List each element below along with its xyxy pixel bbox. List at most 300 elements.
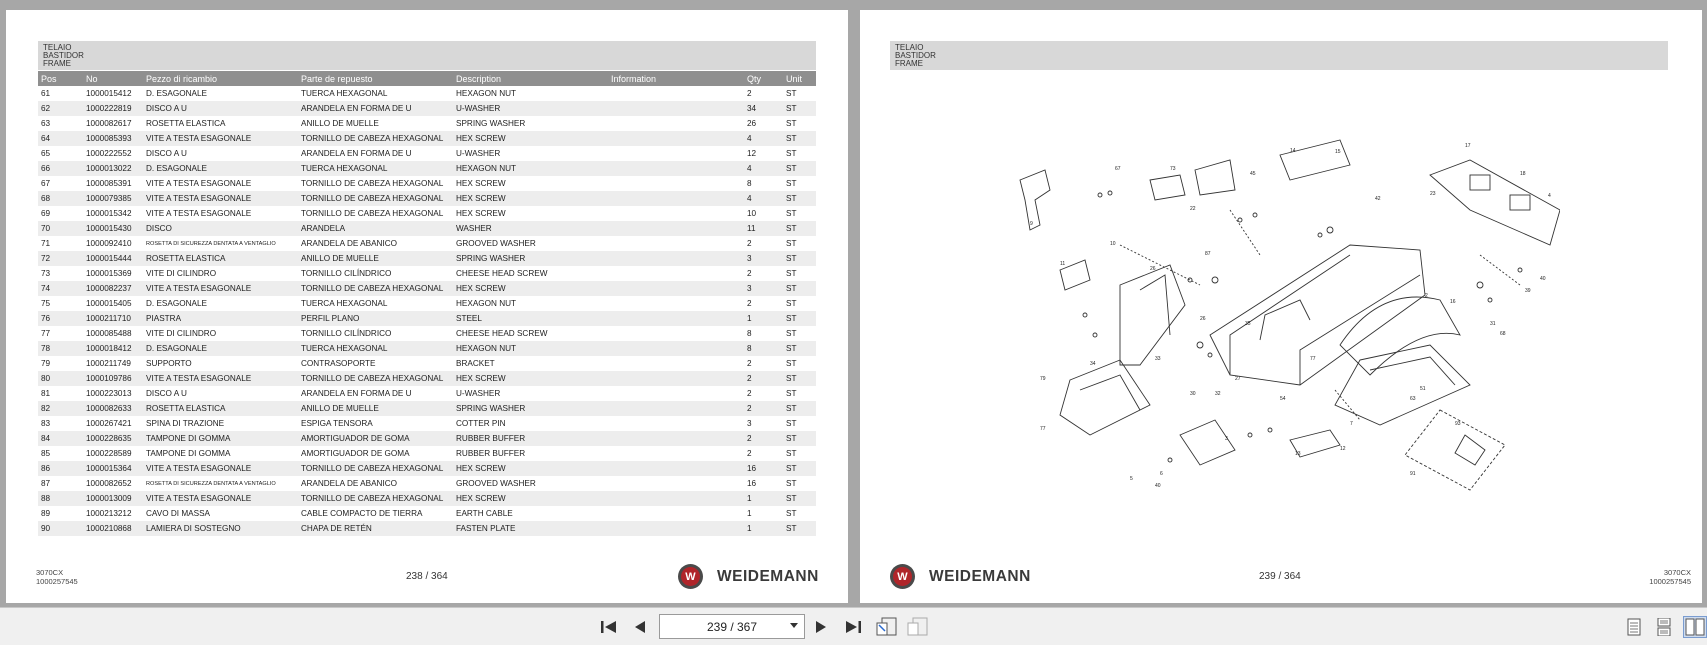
cell-information: [608, 206, 744, 221]
cell-pezzo: LAMIERA DI SOSTEGNO: [143, 521, 298, 536]
cell-parte: PERFIL PLANO: [298, 311, 453, 326]
cell-description: HEX SCREW: [453, 491, 608, 506]
previous-page-icon[interactable]: [629, 616, 651, 638]
cell-qty: 10: [747, 209, 757, 218]
cell-pos: 76: [38, 311, 83, 326]
cell-information: [608, 416, 744, 431]
cell-description: HEX SCREW: [456, 179, 506, 188]
model-code: 3070CX: [1663, 568, 1691, 577]
cell-parte: TORNILLO DE CABEZA HEXAGONAL: [298, 191, 453, 206]
cell-pos: 72: [38, 251, 83, 266]
svg-text:22: 22: [1190, 206, 1196, 212]
cell-description: CHEESE HEAD SCREW: [456, 269, 548, 278]
cell-description: U-WASHER: [456, 389, 501, 398]
cell-parte: ARANDELA: [298, 221, 453, 236]
cell-parte: ARANDELA DE ABANICO: [301, 239, 398, 248]
cell-pos: 78: [38, 341, 83, 356]
svg-text:93: 93: [1455, 421, 1461, 427]
cell-unit: ST: [786, 179, 797, 188]
col-pezzo: Pezzo di ricambio: [143, 71, 298, 86]
cell-no: 1000015405: [86, 299, 132, 308]
cell-pos: 90: [38, 521, 83, 536]
cell-pezzo: ROSETTA DI SICUREZZA DENTATA A VENTAGLIO: [146, 480, 276, 487]
svg-text:87: 87: [1205, 251, 1211, 257]
cell-information: [608, 461, 744, 476]
cell-parte: TORNILLO DE CABEZA HEXAGONAL: [298, 131, 453, 146]
cell-parte: ARANDELA EN FORMA DE U: [301, 389, 412, 398]
svg-text:32: 32: [1215, 391, 1221, 397]
continuous-view-icon[interactable]: [1653, 616, 1675, 638]
svg-text:67: 67: [1115, 166, 1121, 172]
cell-pos: 89: [41, 509, 51, 518]
table-row: [38, 431, 816, 446]
svg-text:17: 17: [1465, 143, 1471, 149]
cell-unit: ST: [783, 431, 816, 446]
left-page: [6, 10, 848, 603]
cell-unit: ST: [786, 509, 797, 518]
header-line-es: BASTIDOR: [895, 51, 936, 60]
cell-pos: 79: [41, 359, 51, 368]
cell-qty: 4: [744, 191, 783, 206]
cell-description: EARTH CABLE: [456, 509, 513, 518]
doc-number: 1000257545: [36, 577, 78, 586]
cell-pezzo: DISCO A U: [143, 101, 298, 116]
cell-parte: TORNILLO DE CABEZA HEXAGONAL: [298, 491, 453, 506]
cell-qty: 2: [747, 239, 752, 248]
cell-unit: ST: [783, 281, 816, 296]
svg-text:12: 12: [1340, 446, 1346, 452]
cell-information: [608, 341, 744, 356]
last-page-icon[interactable]: [842, 616, 864, 638]
svg-text:77: 77: [1310, 356, 1316, 362]
cell-pezzo: TAMPONE DI GOMMA: [146, 449, 231, 458]
cell-description: GROOVED WASHER: [456, 479, 536, 488]
cell-qty: 8: [744, 341, 783, 356]
cell-pezzo: VITE A TESTA ESAGONALE: [143, 371, 298, 386]
table-row: [38, 251, 816, 266]
cell-parte: TORNILLO DE CABEZA HEXAGONAL: [301, 179, 444, 188]
cell-qty: 2: [747, 269, 752, 278]
col-no: No: [83, 71, 143, 86]
cell-qty: 12: [747, 149, 757, 158]
cell-no: 1000013009: [83, 491, 143, 506]
svg-text:26: 26: [1200, 316, 1206, 322]
cell-pos: 66: [38, 161, 83, 176]
cell-information: [608, 191, 744, 206]
header-line-it: TELAIO: [43, 43, 72, 52]
cell-unit: ST: [783, 191, 816, 206]
svg-text:26: 26: [1150, 266, 1156, 272]
cell-unit: ST: [786, 449, 797, 458]
cell-unit: ST: [783, 221, 816, 236]
svg-text:3: 3: [1225, 436, 1228, 442]
cell-unit: ST: [786, 329, 797, 338]
svg-text:31: 31: [1490, 321, 1496, 327]
cell-description: SPRING WASHER: [453, 401, 608, 416]
table-row: [38, 461, 816, 476]
cell-pos: 86: [38, 461, 83, 476]
cell-pos: 62: [38, 101, 83, 116]
svg-text:63: 63: [1410, 396, 1416, 402]
cell-pos: 70: [38, 221, 83, 236]
cell-information: [608, 221, 744, 236]
cell-description: STEEL: [453, 311, 608, 326]
table-row: [38, 281, 816, 296]
cell-pos: 87: [41, 479, 51, 488]
brand-name: WEIDEMANN: [929, 567, 1031, 585]
cell-no: 1000228589: [86, 449, 132, 458]
cell-no: 1000222819: [83, 101, 143, 116]
right-page: [860, 10, 1702, 603]
table-row: [38, 131, 816, 146]
cell-pezzo: D. ESAGONALE: [146, 299, 207, 308]
cell-description: HEX SCREW: [453, 461, 608, 476]
cell-no: 1000082633: [83, 401, 143, 416]
cell-qty: 4: [744, 161, 783, 176]
cell-description: BRACKET: [456, 359, 495, 368]
svg-text:91: 91: [1410, 471, 1416, 477]
cell-unit: ST: [783, 461, 816, 476]
cell-parte: TORNILLO CILÍNDRICO: [301, 329, 392, 338]
cell-qty: 3: [747, 419, 752, 428]
cell-pos: 81: [41, 389, 51, 398]
cell-unit: ST: [786, 299, 797, 308]
brand-logo-right: [890, 564, 1031, 589]
cell-description: HEX SCREW: [453, 371, 608, 386]
page-number-input[interactable]: [659, 614, 805, 639]
cell-qty: 1: [744, 521, 783, 536]
cell-information: [608, 356, 744, 371]
cell-no: 1000228635: [83, 431, 143, 446]
table-row: [38, 176, 816, 191]
cell-parte: CONTRASOPORTE: [301, 359, 376, 368]
cell-pezzo: PIASTRA: [143, 311, 298, 326]
page-indicator-text: 239 / 367: [706, 619, 758, 634]
cell-pezzo: D. ESAGONALE: [143, 161, 298, 176]
weidemann-logo-icon: W: [678, 564, 703, 589]
cell-qty: 2: [747, 389, 752, 398]
cell-no: 1000267421: [86, 419, 132, 428]
page-number-left: 238 / 364: [406, 571, 448, 582]
cell-description: RUBBER BUFFER: [456, 449, 526, 458]
cell-pos: 64: [38, 131, 83, 146]
cell-unit: ST: [786, 239, 797, 248]
cell-pezzo: VITE A TESTA ESAGONALE: [143, 281, 298, 296]
cell-information: [608, 266, 744, 281]
table-row: [38, 236, 816, 251]
cell-unit: ST: [786, 389, 797, 398]
cell-unit: ST: [786, 419, 797, 428]
cell-no: 1000018412: [83, 341, 143, 356]
table-row: [38, 521, 816, 536]
cell-qty: 2: [747, 299, 752, 308]
cell-qty: 16: [744, 461, 783, 476]
svg-text:42: 42: [1375, 196, 1381, 202]
model-code: 3070CX: [36, 568, 64, 577]
svg-text:30: 30: [1190, 391, 1196, 397]
cell-pos: 77: [41, 329, 51, 338]
section-header: [38, 41, 816, 70]
cell-parte: TUERCA HEXAGONAL: [301, 299, 388, 308]
cell-description: WASHER: [453, 221, 608, 236]
cell-qty: 4: [744, 131, 783, 146]
cell-no: 1000015412: [86, 89, 132, 98]
cell-qty: 1: [744, 491, 783, 506]
cell-pezzo: SPINA DI TRAZIONE: [146, 419, 225, 428]
cell-information: [608, 401, 744, 416]
cell-pezzo: D. ESAGONALE: [143, 341, 298, 356]
svg-text:77: 77: [1040, 426, 1046, 432]
doc-number: 1000257545: [1649, 577, 1691, 586]
fit-width-icon[interactable]: [907, 616, 929, 638]
cell-information: [608, 446, 744, 461]
cell-no: 1000015364: [83, 461, 143, 476]
cell-pos: 73: [41, 269, 51, 278]
cell-pos: 65: [41, 149, 51, 158]
cell-description: GROOVED WASHER: [456, 239, 536, 248]
svg-text:27: 27: [1235, 376, 1241, 382]
cell-no: 1000015369: [86, 269, 132, 278]
table-row: [38, 266, 816, 281]
cell-no: 1000082617: [86, 119, 132, 128]
table-row: [38, 101, 816, 116]
cell-qty: 16: [747, 479, 757, 488]
cell-pezzo: VITE A TESTA ESAGONALE: [143, 491, 298, 506]
cell-no: 1000211749: [86, 359, 131, 368]
cell-no: 1000109786: [83, 371, 143, 386]
cell-parte: ARANDELA EN FORMA DE U: [301, 149, 412, 158]
cell-pos: 75: [41, 299, 51, 308]
svg-text:54: 54: [1280, 396, 1286, 402]
svg-text:9: 9: [1030, 221, 1033, 227]
svg-text:2: 2: [1425, 293, 1428, 299]
cell-unit: ST: [786, 269, 797, 278]
table-header-row: [38, 71, 816, 86]
cell-information: [608, 86, 744, 101]
cell-parte: ANILLO DE MUELLE: [298, 401, 453, 416]
cell-description: HEX SCREW: [453, 281, 608, 296]
svg-text:4: 4: [1548, 193, 1551, 199]
footer-model-info-right: [1649, 568, 1691, 586]
cell-unit: ST: [783, 161, 816, 176]
svg-text:14: 14: [1290, 148, 1296, 154]
cell-qty: 3: [744, 281, 783, 296]
cell-no: 1000082652: [86, 479, 132, 488]
table-row: [38, 296, 816, 311]
table-row: [38, 371, 816, 386]
fit-page-icon[interactable]: [876, 616, 898, 638]
next-page-icon[interactable]: [810, 616, 832, 638]
cell-parte: TORNILLO CILÍNDRICO: [301, 269, 392, 278]
footer-model-info: [36, 568, 78, 586]
table-row: [38, 341, 816, 356]
cell-no: 1000015444: [83, 251, 143, 266]
cell-description: SPRING WASHER: [456, 119, 526, 128]
cell-description: HEXAGON NUT: [453, 341, 608, 356]
cell-parte: AMORTIGUADOR DE GOMA: [298, 431, 453, 446]
cell-information: [608, 506, 744, 521]
cell-description: U-WASHER: [453, 101, 608, 116]
cell-qty: 3: [744, 251, 783, 266]
cell-parte: ANILLO DE MUELLE: [301, 119, 379, 128]
cell-unit: ST: [786, 209, 797, 218]
svg-text:51: 51: [1420, 386, 1426, 392]
cell-information: [608, 236, 744, 251]
cell-pezzo: ROSETTA ELASTICA: [143, 401, 298, 416]
cell-unit: ST: [783, 341, 816, 356]
cell-parte: TUERCA HEXAGONAL: [298, 341, 453, 356]
cell-unit: ST: [786, 89, 797, 98]
cell-information: [608, 281, 744, 296]
svg-text:40: 40: [1540, 276, 1546, 282]
cell-description: CHEESE HEAD SCREW: [456, 329, 548, 338]
cell-information: [608, 491, 744, 506]
cell-no: 1000015430: [83, 221, 143, 236]
table-row: [38, 206, 816, 221]
cell-no: 1000085391: [86, 179, 132, 188]
cell-qty: 11: [744, 221, 783, 236]
cell-unit: ST: [786, 149, 797, 158]
cell-information: [608, 146, 744, 161]
cell-qty: 26: [747, 119, 757, 128]
svg-text:68: 68: [1500, 331, 1506, 337]
table-row: [38, 311, 816, 326]
cell-parte: TUERCA HEXAGONAL: [301, 89, 388, 98]
table-row: [38, 221, 816, 236]
cell-qty: 2: [747, 449, 752, 458]
svg-text:5: 5: [1130, 476, 1133, 482]
cell-pezzo: VITE A TESTA ESAGONALE: [146, 209, 252, 218]
cell-qty: 2: [747, 89, 752, 98]
cell-information: [608, 296, 744, 311]
cell-unit: ST: [786, 359, 797, 368]
table-row: [38, 356, 816, 371]
cell-information: [608, 371, 744, 386]
cell-pezzo: ROSETTA ELASTICA: [146, 119, 226, 128]
cell-no: 1000223013: [86, 389, 132, 398]
cell-description: SPRING WASHER: [453, 251, 608, 266]
table-row: [38, 146, 816, 161]
svg-text:18: 18: [1520, 171, 1526, 177]
svg-text:40: 40: [1155, 483, 1161, 489]
cell-qty: 1: [747, 509, 752, 518]
cell-parte: TUERCA HEXAGONAL: [298, 161, 453, 176]
cell-description: HEXAGON NUT: [456, 299, 517, 308]
cell-information: [608, 386, 744, 401]
table-row: [38, 491, 816, 506]
cell-pezzo: SUPPORTO: [146, 359, 192, 368]
single-page-view-icon[interactable]: [1623, 616, 1645, 638]
cell-pos: 80: [38, 371, 83, 386]
cell-parte: ANILLO DE MUELLE: [298, 251, 453, 266]
table-row: [38, 386, 816, 401]
svg-text:16: 16: [1450, 299, 1456, 305]
cell-parte: ARANDELA EN FORMA DE U: [298, 101, 453, 116]
cell-qty: 8: [747, 329, 752, 338]
cell-description: HEXAGON NUT: [453, 161, 608, 176]
cell-no: 1000013022: [83, 161, 143, 176]
cell-qty: 2: [747, 359, 752, 368]
svg-text:10: 10: [1110, 241, 1116, 247]
table-row: [38, 506, 816, 521]
svg-text:35: 35: [1245, 321, 1251, 327]
cell-description: HEX SCREW: [453, 131, 608, 146]
svg-text:6: 6: [1160, 471, 1163, 477]
cell-unit: ST: [783, 251, 816, 266]
cell-description: COTTER PIN: [456, 419, 506, 428]
cell-pezzo: DISCO A U: [146, 149, 187, 158]
cell-pezzo: TAMPONE DI GOMMA: [143, 431, 298, 446]
cell-pos: 82: [38, 401, 83, 416]
header-line-en: FRAME: [895, 59, 923, 68]
cell-parte: AMORTIGUADOR DE GOMA: [301, 449, 410, 458]
table-row: [38, 86, 816, 101]
cell-pezzo: VITE A TESTA ESAGONALE: [146, 179, 252, 188]
table-row: [38, 401, 816, 416]
cell-parte: ARANDELA DE ABANICO: [301, 479, 398, 488]
cell-information: [608, 476, 744, 491]
cell-parte: TORNILLO DE CABEZA HEXAGONAL: [298, 461, 453, 476]
header-line-en: FRAME: [43, 59, 71, 68]
two-page-view-icon[interactable]: [1683, 616, 1707, 638]
svg-text:11: 11: [1060, 261, 1066, 267]
cell-no: 1000085488: [86, 329, 132, 338]
cell-unit: ST: [783, 311, 816, 326]
cell-description: HEX SCREW: [453, 191, 608, 206]
svg-text:39: 39: [1525, 288, 1531, 294]
cell-pos: 74: [38, 281, 83, 296]
parts-table: [38, 71, 816, 536]
cell-unit: ST: [783, 521, 816, 536]
svg-text:33: 33: [1155, 356, 1161, 362]
cell-no: 1000092410: [86, 239, 132, 248]
cell-pezzo: VITE A TESTA ESAGONALE: [143, 131, 298, 146]
cell-unit: ST: [783, 101, 816, 116]
cell-pos: 69: [41, 209, 51, 218]
cell-no: 1000222552: [86, 149, 132, 158]
table-row: [38, 476, 816, 491]
cell-unit: ST: [783, 401, 816, 416]
cell-parte: TORNILLO DE CABEZA HEXAGONAL: [298, 281, 453, 296]
first-page-icon[interactable]: [598, 616, 620, 638]
cell-information: [608, 326, 744, 341]
cell-unit: ST: [783, 131, 816, 146]
cell-information: [608, 521, 744, 536]
cell-qty: 2: [744, 431, 783, 446]
cell-information: [608, 131, 744, 146]
cell-pos: 85: [41, 449, 51, 458]
cell-parte: TORNILLO DE CABEZA HEXAGONAL: [301, 209, 444, 218]
table-row: [38, 191, 816, 206]
cell-description: RUBBER BUFFER: [453, 431, 608, 446]
table-row: [38, 326, 816, 341]
cell-information: [608, 116, 744, 131]
svg-text:45: 45: [1250, 171, 1256, 177]
chevron-down-icon[interactable]: [790, 623, 798, 628]
cell-no: 1000213212: [86, 509, 132, 518]
viewer-toolbar: [0, 607, 1707, 645]
cell-unit: ST: [783, 371, 816, 386]
cell-unit: ST: [783, 491, 816, 506]
header-line-es: BASTIDOR: [43, 51, 84, 60]
svg-text:23: 23: [1430, 191, 1436, 197]
cell-description: HEXAGON NUT: [456, 89, 517, 98]
cell-qty: 2: [744, 401, 783, 416]
cell-information: [608, 176, 744, 191]
col-description: Description: [453, 71, 608, 86]
cell-description: HEX SCREW: [456, 209, 506, 218]
cell-description: FASTEN PLATE: [453, 521, 608, 536]
